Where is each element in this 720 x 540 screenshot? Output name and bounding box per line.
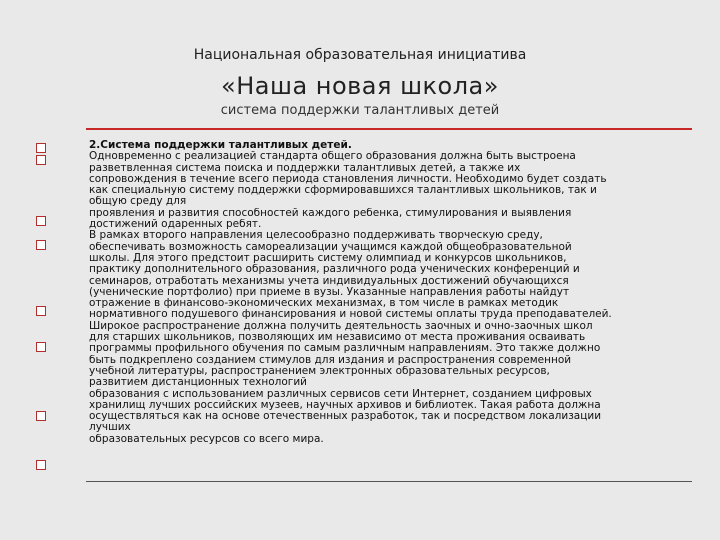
bullet-icon [36, 411, 46, 421]
title-divider [86, 128, 692, 130]
text-line: для старших школьников, позволяющих им независимо от места проживания осваивать [89, 332, 586, 344]
text-line: образования с использованием различных сервисов сети Интернет, созданием цифровых [89, 388, 592, 400]
text-line: школы. Для этого предстоит расширить систему олимпиад и конкурсов школьников, [89, 252, 567, 264]
text-line: отражение в финансово-экономических механизмах, в том числе в рамках методик [89, 298, 559, 310]
bullet-icon [36, 216, 46, 226]
text-line: развитием дистанционных технологий [89, 377, 307, 389]
text-line: Одновременно с реализацией стандарта общего образования должна быть выстроена [89, 151, 576, 163]
text-line: семинаров, отработать механизмы учета индивидуальных достижений обучающихся [89, 275, 569, 287]
bottom-divider [86, 481, 692, 482]
text-line: хранилищ лучших российских музеев, научных архивов и библиотек. Такая работа должна [89, 399, 601, 411]
text-line: осуществляться как на основе отечественных разработок, так и посредством локализации [89, 411, 602, 423]
header-line-initiative: Национальная образовательная инициатива [193, 47, 527, 63]
text-line: образовательных ресурсов со всего мира. [89, 433, 324, 445]
text-line: как специальную систему поддержки сформировавшихся талантливых школьников, так и [89, 185, 597, 197]
bullet-icon [36, 460, 46, 470]
text-line: нормативного подушевого финансирования и новой системы оплаты труда преподавателей. [89, 309, 612, 321]
bullet-icon [36, 306, 46, 316]
text-line: проявления и развития способностей каждого ребенка, стимулирования и выявления [89, 207, 572, 219]
text-line: Широкое распространение должна получить деятельность заочных и очно-заочных школ [89, 320, 593, 332]
text-line: быть подкреплено созданием стимулов для издания и распространения современной [89, 354, 572, 366]
text-line: (ученические портфолио) при приеме в вузы. Указанные направления работы найдут [89, 286, 570, 298]
text-line: программы профильного обучения по самым различным направлениям. Это также должно [89, 343, 601, 355]
text-line: лучших [89, 422, 131, 434]
bullet-icon [36, 342, 46, 352]
page-subtitle: система поддержки талантливых детей [220, 103, 500, 118]
text-line: практику дополнительного образования, различного рода ученических конференций и [89, 264, 580, 276]
bullet-icon [36, 240, 46, 250]
text-line: В рамках второго направления целесообразно поддерживать творческую среду, [89, 230, 543, 242]
section-heading: 2.Система поддержки талантливых детей. [89, 140, 352, 151]
bullet-icon [36, 143, 46, 153]
text-line: сопровождения в течение всего периода становления личности. Необходимо будет создать [89, 173, 607, 185]
text-line: достижений одаренных ребят. [89, 219, 262, 231]
text-line: разветвленная система поиска и поддержки талантливых детей, а также их [89, 162, 521, 174]
page-title: «Наша новая школа» [221, 72, 499, 100]
bullet-icon [36, 155, 46, 165]
text-line: общую среду для [89, 196, 187, 208]
body-text [89, 140, 692, 445]
text-line: учебной литературы, распространением электронных образовательных ресурсов, [89, 365, 550, 377]
text-line: обеспечивать возможность самореализации учащимся каждой общеобразовательной [89, 241, 572, 253]
